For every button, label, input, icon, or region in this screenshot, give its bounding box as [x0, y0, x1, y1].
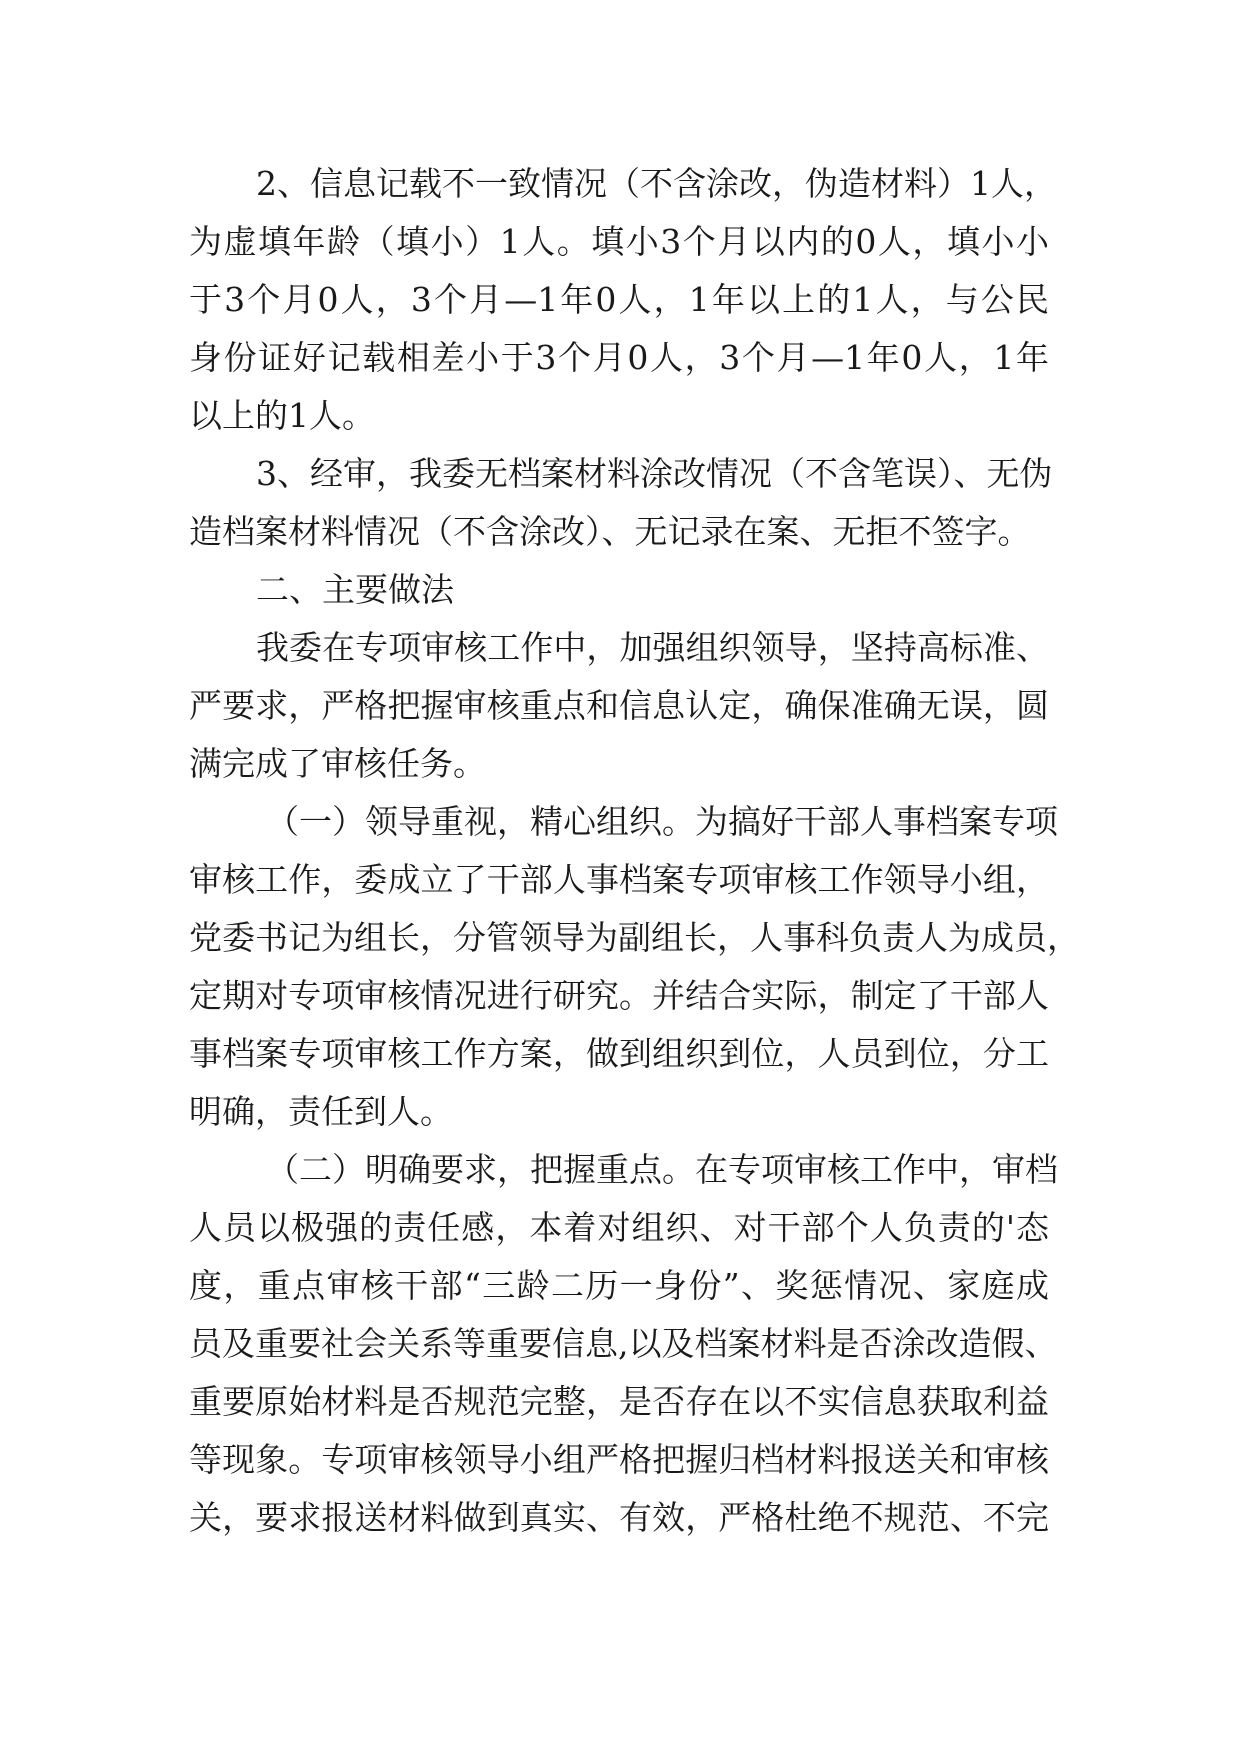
- subsection-2-line-5: 重要原始材料是否规范完整，是否存在以不实信息获取利益: [189, 1382, 1049, 1421]
- paragraph-3-line-1: 3、经审，我委无档案材料涂改情况（不含笔误）、无伪: [256, 454, 1053, 493]
- paragraph-2-line-3: 于3个月0人，3个月—1年0人，1年以上的1人，与公民: [189, 280, 1049, 319]
- subsection-1-line-4: 定期对专项审核情况进行研究。并结合实际，制定了干部人: [189, 976, 1049, 1015]
- subsection-2-line-6: 等现象。专项审核领导小组严格把握归档材料报送关和审核: [189, 1440, 1049, 1479]
- subsection-2-line-7: 关，要求报送材料做到真实、有效，严格杜绝不规范、不完: [189, 1498, 1049, 1537]
- paragraph-3-line-2: 造档案材料情况（不含涂改）、无记录在案、无拒不签字。: [189, 512, 1031, 551]
- section-heading: 二、主要做法: [256, 570, 454, 609]
- subsection-1-line-3: 党委书记为组长，分管领导为副组长，人事科负责人为成员，: [189, 918, 1080, 957]
- subsection-1-line-6: 明确，责任到人。: [189, 1092, 453, 1131]
- subsection-1-line-5: 事档案专项审核工作方案，做到组织到位，人员到位，分工: [189, 1034, 1049, 1073]
- paragraph-2-line-4: 身份证好记载相差小于3个月0人，3个月—1年0人，1年: [189, 338, 1049, 377]
- intro-paragraph-line-1: 我委在专项审核工作中，加强组织领导，坚持高标准、: [256, 628, 1049, 667]
- subsection-2-line-4: 员及重要社会关系等重要信息,以及档案材料是否涂改造假、: [189, 1324, 1058, 1363]
- subsection-1-line-1: （一）领导重视，精心组织。为搞好干部人事档案专项: [266, 802, 1058, 841]
- subsection-2-line-3: 度，重点审核干部“三龄二历一身份”、奖惩情况、家庭成: [189, 1266, 1049, 1305]
- paragraph-2-line-2: 为虚填年龄（填小）1人。填小3个月以内的0人，填小小: [189, 222, 1049, 261]
- subsection-2-line-2: 人员以极强的责任感，本着对组织、对干部个人负责的'态: [189, 1208, 1049, 1247]
- subsection-2-line-1: （二）明确要求，把握重点。在专项审核工作中，审档: [266, 1150, 1058, 1189]
- subsection-1-line-2: 审核工作，委成立了干部人事档案专项审核工作领导小组，: [189, 860, 1049, 899]
- intro-paragraph-line-2: 严要求，严格把握审核重点和信息认定，确保准确无误，圆: [189, 686, 1049, 725]
- paragraph-2-line-1: 2、信息记载不一致情况（不含涂改，伪造材料）1人，: [256, 164, 1057, 203]
- intro-paragraph-line-3: 满完成了审核任务。: [189, 744, 486, 783]
- paragraph-2-line-5: 以上的1人。: [189, 396, 375, 435]
